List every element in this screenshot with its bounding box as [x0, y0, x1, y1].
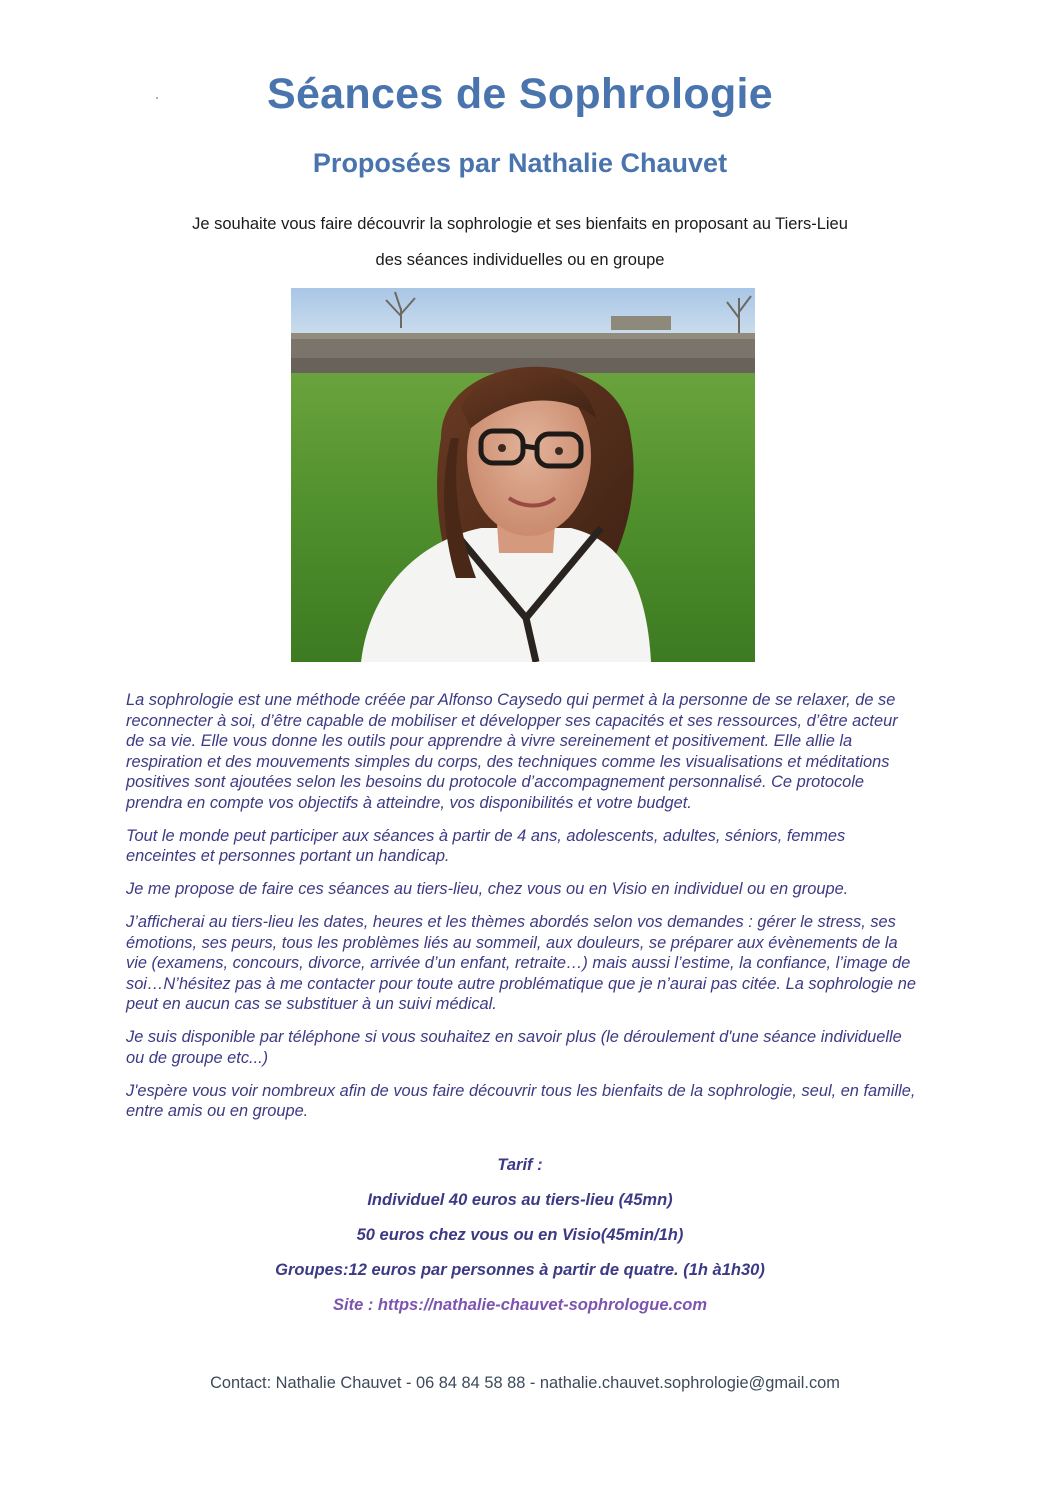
paragraph-phone: Je suis disponible par téléphone si vous souhaitez en savoir plus (le déroulement d'une séance individuelle ou de groupe etc...)	[126, 1028, 902, 1067]
price-home-visio: 50 euros chez vous ou en Visio(45min/1h)	[356, 1226, 684, 1244]
paragraph-themes: J’afficherai au tiers-lieu les dates, heures et les thèmes abordés selon vos demandes : gérer le stress, ses émotions, ses peurs, tous les problèmes liés au sommeil, aux douleurs, se préparer aux évènements de la vie (examens, concours, divorce, arrivée d’un enfant, retraite…) mais aussi l’estime, la confiance, l’image de soi…N’hésitez pas à me contacter pour toute autre problématique que je n’aurai pas citée. La sophrologie ne peut en aucun cas se substituer à un suivi médical.	[126, 913, 916, 1013]
page-title: Séances de Sophrologie	[266, 70, 773, 118]
price-groups: Groupes:12 euros par personnes à partir de quatre. (1h à1h30)	[275, 1261, 765, 1279]
paragraph-closing: J'espère vous voir nombreux afin de vous faire découvrir tous les bienfaits de la sophrologie, seul, en famille, entre amis ou en groupe.	[126, 1081, 916, 1120]
pricing-heading: Tarif :	[497, 1156, 543, 1174]
paragraph-location: Je me propose de faire ces séances au tiers-lieu, chez vous ou en Visio en individuel ou en groupe.	[126, 880, 849, 898]
scan-speck	[156, 97, 158, 99]
portrait-photo	[291, 288, 755, 662]
price-individual: Individuel 40 euros au tiers-lieu (45mn)	[367, 1191, 673, 1209]
paragraph-audience: Tout le monde peut participer aux séances à partir de 4 ans, adolescents, adultes, séniors, femmes enceintes et personnes portant un handicap.	[126, 826, 846, 865]
intro-line-2: des séances individuelles ou en groupe	[375, 251, 665, 269]
paragraph-method: La sophrologie est une méthode créée par Alfonso Caysedo qui permet à la personne de se relaxer, de se reconnecter à soi, d’être capable de mobiliser et développer ses capacités et ses ressources, d’être acteur de sa vie. Elle vous donne les outils pour apprendre à vivre sereinement et positivement. Elle allie la respiration et des mouvements simples du corps, des techniques comme les visualisations et méditations positives sont ajoutées selon les besoins du protocole d’accompagnement personnalisé. Ce protocole prendra en compte vos objectifs à atteindre, vos disponibilités et votre budget.	[126, 691, 898, 812]
pricing-section	[0, 1153, 1040, 1328]
page-subtitle: Proposées par Nathalie Chauvet	[312, 148, 728, 178]
website-link[interactable]: Site : https://nathalie-chauvet-sophrologue.com	[332, 1296, 708, 1314]
intro-text	[140, 206, 900, 278]
intro-line-1: Je souhaite vous faire découvrir la sophrologie et ses bienfaits en proposant au Tiers-Lieu	[192, 215, 848, 233]
contact-line: Contact: Nathalie Chauvet - 06 84 84 58 88 - nathalie.chauvet.sophrologie@gmail.com	[210, 1374, 840, 1392]
description-text	[126, 690, 916, 1134]
